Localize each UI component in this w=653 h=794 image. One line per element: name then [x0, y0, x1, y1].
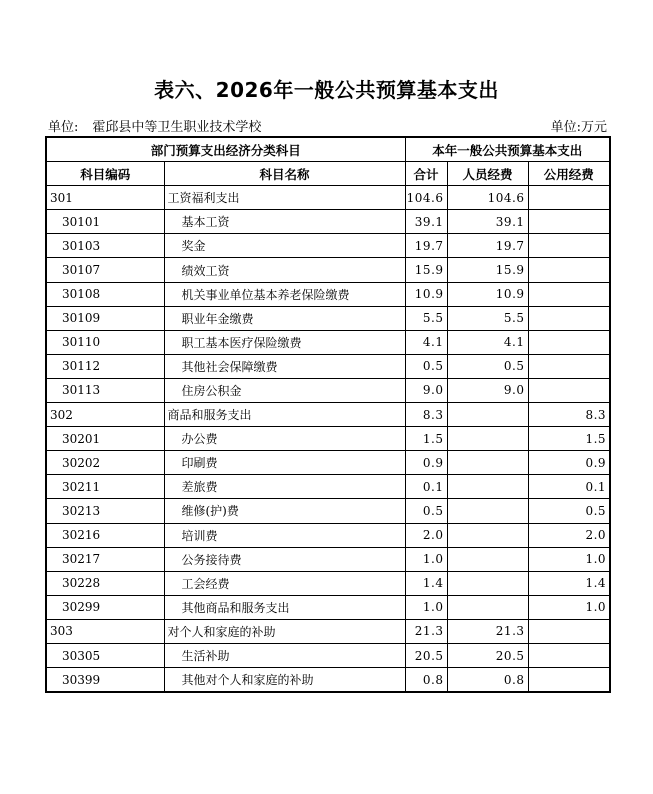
table-row — [46, 595, 610, 619]
row-name: 商品和服务支出 — [164, 403, 405, 427]
row-total: 0.5 — [405, 499, 447, 523]
row-code: 30107 — [46, 258, 164, 282]
row-personnel: 15.9 — [447, 258, 528, 282]
row-code: 30201 — [46, 427, 164, 451]
row-personnel — [447, 547, 528, 571]
row-name: 办公费 — [164, 427, 405, 451]
row-personnel: 4.1 — [447, 330, 528, 354]
table-row — [46, 643, 610, 667]
row-code: 30113 — [46, 378, 164, 402]
row-total: 1.5 — [405, 427, 447, 451]
row-name: 培训费 — [164, 523, 405, 547]
row-total: 1.0 — [405, 595, 447, 619]
unit-label: 单位: — [48, 120, 79, 135]
row-total: 2.0 — [405, 523, 447, 547]
row-code: 30299 — [46, 595, 164, 619]
row-public: 1.4 — [528, 571, 610, 595]
row-personnel: 20.5 — [447, 643, 528, 667]
table-row — [46, 499, 610, 523]
row-total: 10.9 — [405, 282, 447, 306]
row-personnel — [447, 523, 528, 547]
row-code: 30202 — [46, 451, 164, 475]
row-total: 4.1 — [405, 330, 447, 354]
row-public: 1.0 — [528, 595, 610, 619]
table-row — [46, 668, 610, 693]
row-personnel: 0.8 — [447, 668, 528, 693]
row-total: 1.4 — [405, 571, 447, 595]
row-code: 30213 — [46, 499, 164, 523]
header-public: 公用经费 — [528, 162, 610, 186]
row-name: 绩效工资 — [164, 258, 405, 282]
row-personnel: 9.0 — [447, 378, 528, 402]
row-personnel — [447, 571, 528, 595]
row-personnel — [447, 403, 528, 427]
row-code: 30399 — [46, 668, 164, 693]
row-public — [528, 258, 610, 282]
row-public — [528, 619, 610, 643]
row-name: 其他社会保障缴费 — [164, 354, 405, 378]
row-total: 0.9 — [405, 451, 447, 475]
row-total: 5.5 — [405, 306, 447, 330]
row-total: 0.1 — [405, 475, 447, 499]
row-total: 9.0 — [405, 378, 447, 402]
header-name: 科目名称 — [164, 162, 405, 186]
row-personnel — [447, 499, 528, 523]
row-total: 21.3 — [405, 619, 447, 643]
row-code: 302 — [46, 403, 164, 427]
row-personnel — [447, 595, 528, 619]
row-name: 住房公积金 — [164, 378, 405, 402]
table-row — [46, 427, 610, 451]
header-group-classification: 部门预算支出经济分类科目 — [46, 137, 405, 162]
row-personnel: 5.5 — [447, 306, 528, 330]
row-public — [528, 378, 610, 402]
row-name: 公务接待费 — [164, 547, 405, 571]
row-total: 20.5 — [405, 643, 447, 667]
row-code: 30305 — [46, 643, 164, 667]
row-total: 15.9 — [405, 258, 447, 282]
row-name: 工资福利支出 — [164, 186, 405, 210]
row-personnel: 21.3 — [447, 619, 528, 643]
row-personnel: 10.9 — [447, 282, 528, 306]
row-name: 职工基本医疗保险缴费 — [164, 330, 405, 354]
row-personnel: 104.6 — [447, 186, 528, 210]
row-total: 8.3 — [405, 403, 447, 427]
row-code: 303 — [46, 619, 164, 643]
table-row — [46, 547, 610, 571]
row-total: 1.0 — [405, 547, 447, 571]
row-total: 104.6 — [405, 186, 447, 210]
row-public: 1.5 — [528, 427, 610, 451]
unit-info — [48, 116, 261, 135]
money-unit: 单位:万元 — [550, 120, 607, 135]
row-name: 维修(护)费 — [164, 499, 405, 523]
table-row — [46, 619, 610, 643]
table-body — [46, 186, 610, 692]
header-group-budget: 本年一般公共预算基本支出 — [405, 137, 610, 162]
row-personnel — [447, 451, 528, 475]
header-total: 合计 — [405, 162, 447, 186]
row-personnel: 0.5 — [447, 354, 528, 378]
row-code: 30101 — [46, 210, 164, 234]
row-total: 0.8 — [405, 668, 447, 693]
header-group-row — [46, 137, 610, 162]
header-column-row — [46, 162, 610, 186]
row-code: 30109 — [46, 306, 164, 330]
table-row — [46, 306, 610, 330]
table-row — [46, 330, 610, 354]
row-name: 生活补助 — [164, 643, 405, 667]
row-personnel: 19.7 — [447, 234, 528, 258]
row-code: 30217 — [46, 547, 164, 571]
row-public — [528, 643, 610, 667]
budget-table — [45, 136, 611, 693]
row-code: 30108 — [46, 282, 164, 306]
table-row — [46, 378, 610, 402]
row-public: 0.1 — [528, 475, 610, 499]
row-code: 30103 — [46, 234, 164, 258]
row-public — [528, 354, 610, 378]
row-name: 印刷费 — [164, 451, 405, 475]
row-code: 301 — [46, 186, 164, 210]
table-row — [46, 571, 610, 595]
row-public — [528, 234, 610, 258]
row-code: 30228 — [46, 571, 164, 595]
table-row — [46, 282, 610, 306]
row-code: 30211 — [46, 475, 164, 499]
table-row — [46, 354, 610, 378]
row-public — [528, 306, 610, 330]
row-name: 奖金 — [164, 234, 405, 258]
row-code: 30112 — [46, 354, 164, 378]
table-row — [46, 475, 610, 499]
table-row — [46, 451, 610, 475]
row-code: 30216 — [46, 523, 164, 547]
table-row — [46, 210, 610, 234]
row-total: 39.1 — [405, 210, 447, 234]
row-total: 0.5 — [405, 354, 447, 378]
row-public — [528, 330, 610, 354]
table-row — [46, 523, 610, 547]
row-name: 职业年金缴费 — [164, 306, 405, 330]
row-name: 差旅费 — [164, 475, 405, 499]
table-row — [46, 234, 610, 258]
row-public: 0.5 — [528, 499, 610, 523]
row-name: 对个人和家庭的补助 — [164, 619, 405, 643]
page-title: 表六、2026年一般公共预算基本支出 — [154, 78, 499, 102]
table-row — [46, 403, 610, 427]
row-name: 基本工资 — [164, 210, 405, 234]
row-code: 30110 — [46, 330, 164, 354]
row-personnel — [447, 427, 528, 451]
table-row — [46, 258, 610, 282]
row-total: 19.7 — [405, 234, 447, 258]
row-name: 其他商品和服务支出 — [164, 595, 405, 619]
row-name: 其他对个人和家庭的补助 — [164, 668, 405, 693]
row-public: 1.0 — [528, 547, 610, 571]
row-name: 机关事业单位基本养老保险缴费 — [164, 282, 405, 306]
row-public: 8.3 — [528, 403, 610, 427]
header-personnel: 人员经费 — [447, 162, 528, 186]
unit-name: 霍邱县中等卫生职业技术学校 — [92, 120, 262, 135]
row-public: 2.0 — [528, 523, 610, 547]
row-name: 工会经费 — [164, 571, 405, 595]
row-personnel: 39.1 — [447, 210, 528, 234]
row-public: 0.9 — [528, 451, 610, 475]
row-public — [528, 186, 610, 210]
row-public — [528, 282, 610, 306]
row-public — [528, 668, 610, 693]
table-row — [46, 186, 610, 210]
row-public — [528, 210, 610, 234]
header-code: 科目编码 — [46, 162, 164, 186]
row-personnel — [447, 475, 528, 499]
